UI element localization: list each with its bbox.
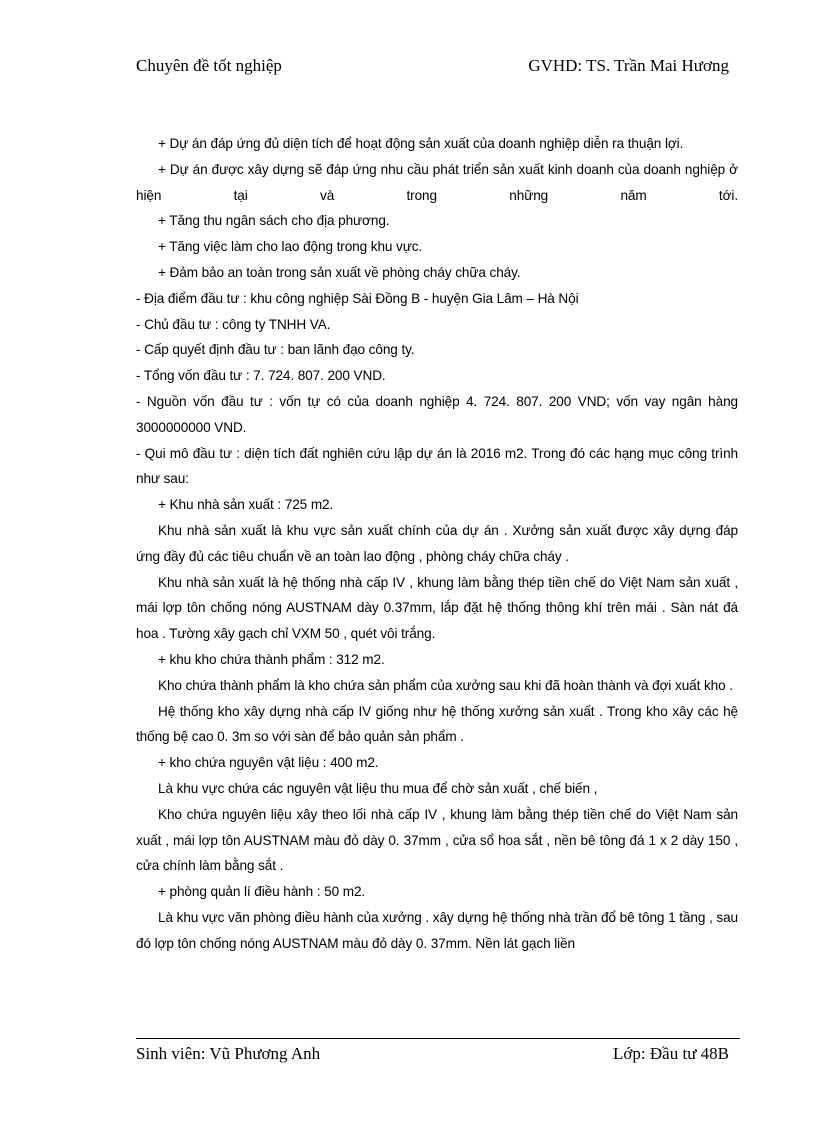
paragraph: Khu nhà sản xuất là hệ thống nhà cấp IV , khung làm bằng thép tiền chế do Việt Nam sản xuất , mái lợp tôn chống nóng AUSTNAM dày 0.37mm, lắp đặt hệ thống thông khí trên mái . Sàn nát đá hoa . Tường xây gạch chỉ VXM 50 , quét vôi trắng.: [136, 574, 738, 642]
header-document-type: Chuyên đề tốt nghiệp: [136, 56, 282, 75]
paragraph: + Tăng việc làm cho lao động trong khu vực.: [158, 239, 423, 255]
paragraph: - Địa điểm đầu tư : khu công nghiệp Sài Đồng B - huyện Gia Lâm – Hà Nội: [136, 290, 579, 306]
paragraph: Khu nhà sản xuất là khu vực sản xuất chính của dự án . Xưởng sản xuất được xây dựng đáp ứng đầy đủ các tiêu chuẩn về an toàn lao động , phòng cháy chữa cháy .: [136, 522, 738, 564]
footer-class: Lớp: Đầu tư 48B: [613, 1044, 729, 1063]
paragraph: - Tổng vốn đầu tư : 7. 724. 807. 200 VND.: [136, 368, 386, 384]
footer-student: Sinh viên: Vũ Phương Anh: [136, 1044, 321, 1063]
paragraph: - Cấp quyết định đầu tư : ban lãnh đạo công ty.: [136, 342, 415, 358]
page-header: [136, 56, 731, 80]
paragraph: + kho chứa nguyên vật liệu : 400 m2.: [158, 755, 379, 771]
paragraph: + Tăng thu ngân sách cho địa phương.: [158, 213, 390, 229]
paragraph: + Đảm bảo an toàn trong sản xuất về phòng cháy chữa cháy.: [158, 264, 521, 280]
footer-divider: [136, 1038, 740, 1039]
paragraph: - Nguồn vốn đầu tư : vốn tự có của doanh nghiệp 4. 724. 807. 200 VND; vốn vay ngân hàng 3000000000 VND.: [136, 393, 738, 435]
paragraph: Hệ thống kho xây dựng nhà cấp IV giống như hệ thống xưởng sản xuất . Trong kho xây các hệ thống bệ cao 0. 3m so với sàn để bảo quản sản phẩm .: [136, 703, 738, 745]
paragraph: Kho chứa nguyên liệu xây theo lối nhà cấp IV , khung làm bằng thép tiền chế do Việt Nam sản xuất , mái lợp tôn AUSTNAM màu đỏ dày 0. 37mm , cửa sổ hoa sắt , nền bê tông đá 1 x 2 dày 150 , cửa chính làm bằng sắt .: [136, 806, 738, 874]
paragraph: + Khu nhà sản xuất : 725 m2.: [158, 497, 334, 513]
paragraph: + Dự án đáp ứng đủ diện tích để hoạt động sản xuất của doanh nghiệp diễn ra thuận lợi.: [158, 136, 684, 151]
paragraph: - Qui mô đầu tư : diện tích đất nghiên cứu lập dự án là 2016 m2. Trong đó các hạng mục công trình như sau:: [136, 445, 738, 487]
page-footer: [136, 1044, 731, 1068]
paragraph: Là khu vực văn phòng điều hành của xưởng . xây dựng hệ thống nhà trần đổ bê tông 1 tầng , sau đó lợp tôn chống nóng AUSTNAM màu đỏ dày 0. 37mm. Nền lát gạch liền: [136, 909, 738, 951]
document-body: [136, 131, 738, 957]
paragraph: - Chủ đầu tư : công ty TNHH VA.: [136, 316, 331, 332]
paragraph: Kho chứa thành phẩm là kho chứa sản phẩm của xưởng sau khi đã hoàn thành và đợi xuất kho .: [158, 677, 733, 693]
paragraph: + phòng quản lí điều hành : 50 m2.: [158, 884, 366, 900]
paragraph: Là khu vực chứa các nguyên vật liệu thu mua để chờ sản xuất , chế biến ,: [158, 780, 598, 796]
header-supervisor: GVHD: TS. Trần Mai Hương: [528, 56, 729, 75]
paragraph: + Dự án được xây dựng sẽ đáp ứng nhu cầu phát triển sản xuất kinh doanh của doanh nghiệp ở hiện tại và trong những năm tới.: [136, 161, 738, 203]
paragraph: + khu kho chứa thành phẩm : 312 m2.: [158, 651, 385, 667]
